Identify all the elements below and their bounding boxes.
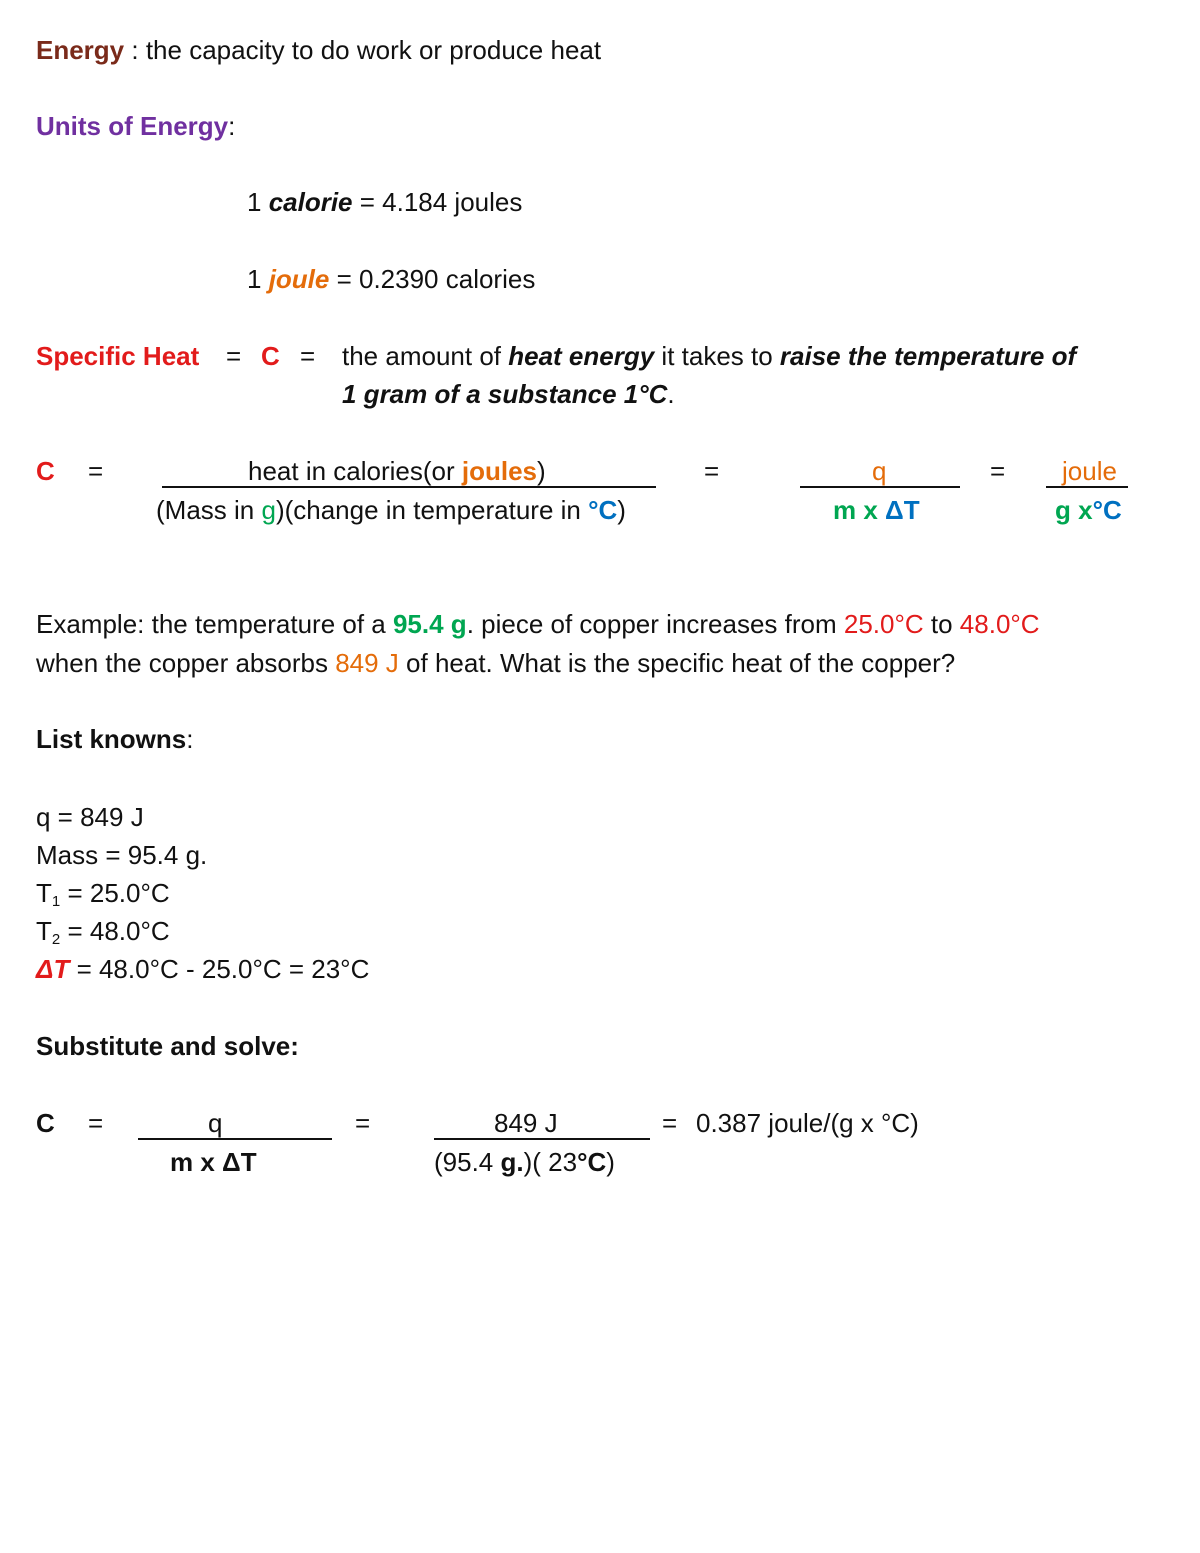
solve-denominator1: m x ΔT [170, 1147, 257, 1177]
joule-word: joule [268, 264, 330, 294]
specific-heat-definition-line1 [342, 340, 1076, 372]
den2-m: m x [833, 495, 886, 525]
example-c: to [923, 609, 960, 639]
energy-term: Energy [36, 35, 125, 65]
den1-a: (Mass in [156, 495, 262, 525]
known-mass: Mass = 95.4 g. [36, 840, 208, 870]
fraction-bar-2 [800, 486, 960, 488]
t1-value: = 25.0°C [60, 878, 170, 908]
def-end: . [667, 379, 675, 409]
specific-heat-symbol: C [261, 341, 280, 371]
calorie-word: calorie [268, 187, 353, 217]
den2-a: (95.4 [434, 1147, 501, 1177]
def-a: the amount of [342, 341, 509, 371]
def-heat-energy: heat energy [508, 341, 655, 371]
formula-denominator1 [156, 494, 626, 526]
solve-eq3: = [662, 1108, 678, 1138]
def-c: it takes to [654, 341, 780, 371]
solve-result: 0.387 joule/(g x °C) [696, 1108, 919, 1138]
den2-c: )( 23 [523, 1147, 578, 1177]
knowns-heading [36, 723, 193, 755]
den2-degc: °C [577, 1147, 607, 1177]
energy-definition [36, 34, 601, 66]
t1-subscript: 1 [51, 893, 61, 910]
knowns-heading-text: List knowns [36, 724, 187, 754]
solve-numerator1: q [208, 1108, 223, 1138]
den1-degc: °C [588, 495, 618, 525]
example-line2-b: of heat. What is the specific heat of the copper? [398, 648, 956, 678]
specific-heat-eq2: = [300, 341, 316, 371]
def-line2: 1 gram of a substance 1°C [342, 379, 668, 409]
specific-heat-definition-line2 [342, 378, 675, 410]
formula-eq3: = [990, 456, 1006, 486]
energy-definition-text: : the capacity to do work or produce heat [124, 35, 602, 65]
example-a: Example: the temperature of a [36, 609, 393, 639]
solve-denominator2 [434, 1146, 615, 1178]
delta-t-calc: = 48.0°C - 25.0°C = 23°C [69, 954, 370, 984]
fraction-bar-1 [162, 486, 656, 488]
formula-numerator2: q [872, 456, 887, 486]
specific-heat-eq1: = [226, 341, 242, 371]
den2-dt: ΔT [885, 495, 920, 525]
t2-value: = 48.0°C [60, 916, 170, 946]
example-b: . piece of copper increases from [466, 609, 844, 639]
known-t2 [36, 915, 170, 956]
calorie-one: 1 [247, 187, 269, 217]
den3-g: g [1055, 495, 1071, 525]
formula-denominator2 [833, 494, 920, 526]
formula-denominator3 [1055, 494, 1122, 526]
t2-subscript: 2 [51, 931, 61, 948]
solve-eq2: = [355, 1108, 371, 1138]
den1-d: ) [617, 495, 626, 525]
den2-e: ) [606, 1147, 615, 1177]
solve-fraction-bar-2 [434, 1138, 650, 1140]
example-heat: 849 J [335, 648, 399, 678]
known-q: q = 849 J [36, 802, 144, 832]
known-delta-t [36, 953, 369, 985]
solve-heading: Substitute and solve: [36, 1031, 299, 1061]
solve-eq1: = [88, 1108, 104, 1138]
solve-c: C [36, 1108, 55, 1138]
known-t1 [36, 877, 170, 918]
formula-numerator1 [248, 455, 546, 487]
formula-eq1: = [88, 456, 104, 486]
fraction-bar-3 [1046, 486, 1128, 488]
den2-g: g. [500, 1147, 524, 1177]
den3-x: x [1070, 495, 1093, 525]
example-line2-a: when the copper absorbs [36, 648, 336, 678]
example-line1 [36, 608, 1040, 640]
den1-b: )(change in temperature in [275, 495, 589, 525]
knowns-heading-colon: : [186, 724, 194, 754]
delta-t-symbol: ΔT [36, 954, 70, 984]
den3-degc: °C [1092, 495, 1122, 525]
joule-conversion [247, 263, 535, 295]
den1-g: g [261, 495, 276, 525]
num1-c: ) [537, 456, 546, 486]
calorie-conversion [247, 186, 522, 218]
example-t2: 48.0°C [959, 609, 1040, 639]
example-line2 [36, 647, 955, 679]
solve-fraction-bar-1 [138, 1138, 332, 1140]
joule-rest: = 0.2390 calories [329, 264, 536, 294]
units-heading-colon: : [228, 111, 236, 141]
def-raise-temp: raise the temperature of [779, 341, 1077, 371]
example-mass: 95.4 g [392, 609, 467, 639]
formula-numerator3: joule [1062, 456, 1117, 486]
t2-label: T [36, 916, 52, 946]
units-heading-text: Units of Energy [36, 111, 229, 141]
num1-joules: joules [461, 456, 538, 486]
joule-one: 1 [247, 264, 269, 294]
solve-numerator2: 849 J [494, 1108, 558, 1138]
formula-eq2: = [704, 456, 720, 486]
t1-label: T [36, 878, 52, 908]
num1-a: heat in calories(or [248, 456, 462, 486]
specific-heat-label: Specific Heat [36, 341, 200, 371]
units-heading [36, 110, 235, 142]
calorie-rest: = 4.184 joules [352, 187, 523, 217]
formula-c: C [36, 456, 55, 486]
example-t1: 25.0°C [843, 609, 924, 639]
